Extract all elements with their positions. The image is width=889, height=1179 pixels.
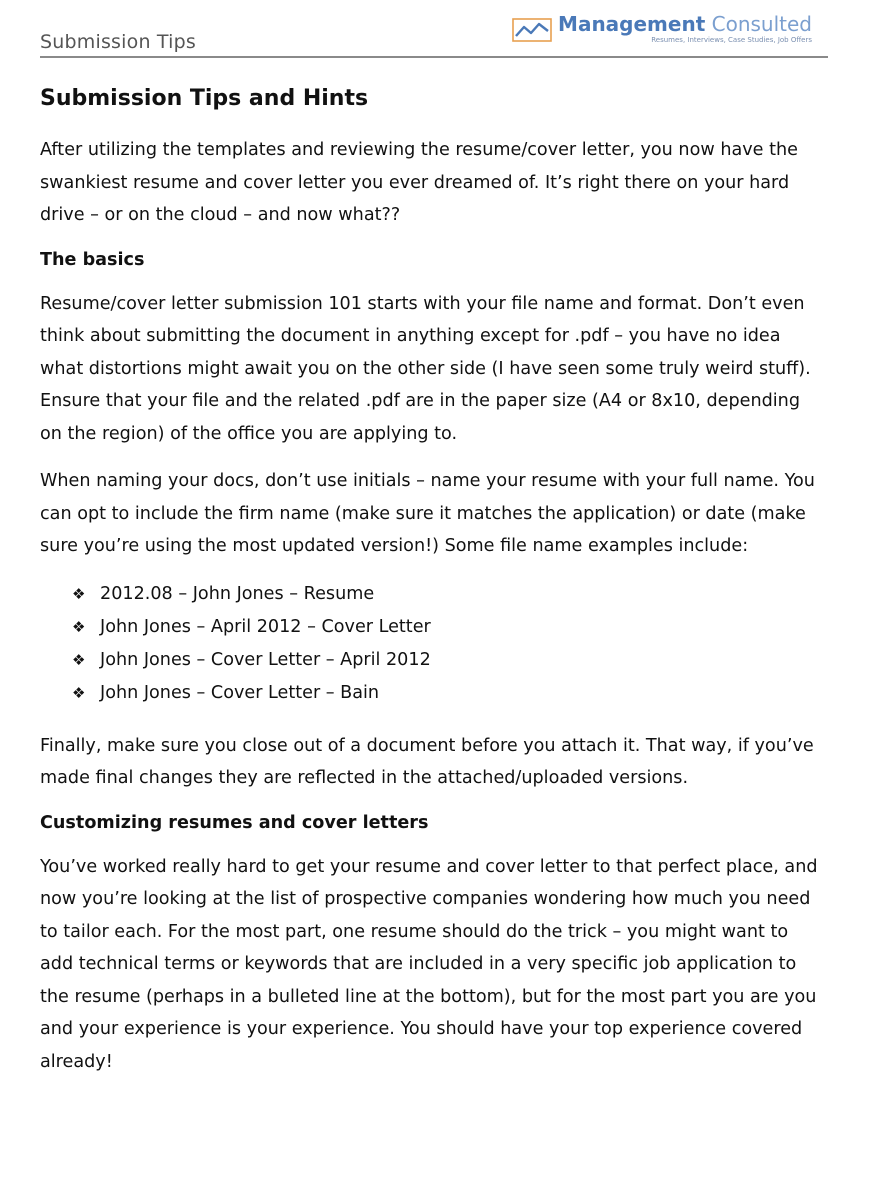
diamond-bullet-icon: ❖ bbox=[72, 617, 86, 636]
management-consulted-logo bbox=[512, 12, 812, 52]
list-item bbox=[72, 611, 820, 644]
list-item bbox=[72, 644, 820, 677]
chart-line-icon bbox=[512, 18, 552, 42]
logo-name bbox=[558, 12, 812, 36]
list-item bbox=[72, 578, 820, 611]
section-heading-customizing: Customizing resumes and cover letters bbox=[40, 812, 429, 833]
customizing-paragraph-1: You’ve worked really hard to get your resume and cover letter to that perfect place, and now you’re looking at the list of prospective companies wondering how much you need to tailor each. For the most part, one resume should do the trick – you might want to add technical terms or keywords that are included in a very specific job application to the resume (perhaps in a bulleted line at the bottom), but for the most part you are you and your experience is your experience. You should have your top experience covered already! bbox=[40, 856, 818, 1072]
list-item bbox=[72, 677, 820, 710]
page-header bbox=[40, 10, 828, 58]
list-item-text: 2012.08 – John Jones – Resume bbox=[100, 583, 375, 604]
section-heading-basics: The basics bbox=[40, 249, 145, 270]
document-title: Submission Tips and Hints bbox=[40, 86, 369, 111]
intro-paragraph: After utilizing the templates and reviewing the resume/cover letter, you now have the swankiest resume and cover letter you ever dreamed of. It’s right there on your hard drive – or on the cloud – and now what?? bbox=[40, 140, 798, 225]
logo-tagline: Resumes, Interviews, Case Studies, Job Offers bbox=[651, 36, 812, 44]
document-body bbox=[40, 84, 820, 1093]
basics-paragraph-2: When naming your docs, don’t use initials – name your resume with your full name. You can opt to include the firm name (make sure it matches the application) or date (make sure you’re using the most updated version!) Some file name examples include: bbox=[40, 471, 815, 556]
diamond-bullet-icon: ❖ bbox=[72, 683, 86, 702]
logo-word-consulted: Consulted bbox=[711, 12, 812, 36]
basics-paragraph-1: Resume/cover letter submission 101 starts with your file name and format. Don’t even think about submitting the document in anything except for .pdf – you have no idea what distortions might await you on the other side (I have seen some truly weird stuff). Ensure that your file and the related .pdf are in the paper size (A4 or 8x10, depending on the region) of the office you are applying to. bbox=[40, 293, 811, 444]
list-item-text: John Jones – Cover Letter – Bain bbox=[100, 682, 380, 703]
basics-paragraph-3: Finally, make sure you close out of a document before you attach it. That way, if you’ve made final changes they are reflected in the attached/uploaded versions. bbox=[40, 735, 814, 788]
logo-word-management: Management bbox=[558, 12, 706, 36]
header-section-title: Submission Tips bbox=[40, 31, 196, 53]
file-name-examples-list bbox=[40, 578, 820, 710]
list-item-text: John Jones – April 2012 – Cover Letter bbox=[100, 616, 431, 637]
diamond-bullet-icon: ❖ bbox=[72, 584, 86, 603]
diamond-bullet-icon: ❖ bbox=[72, 650, 86, 669]
list-item-text: John Jones – Cover Letter – April 2012 bbox=[100, 649, 431, 670]
